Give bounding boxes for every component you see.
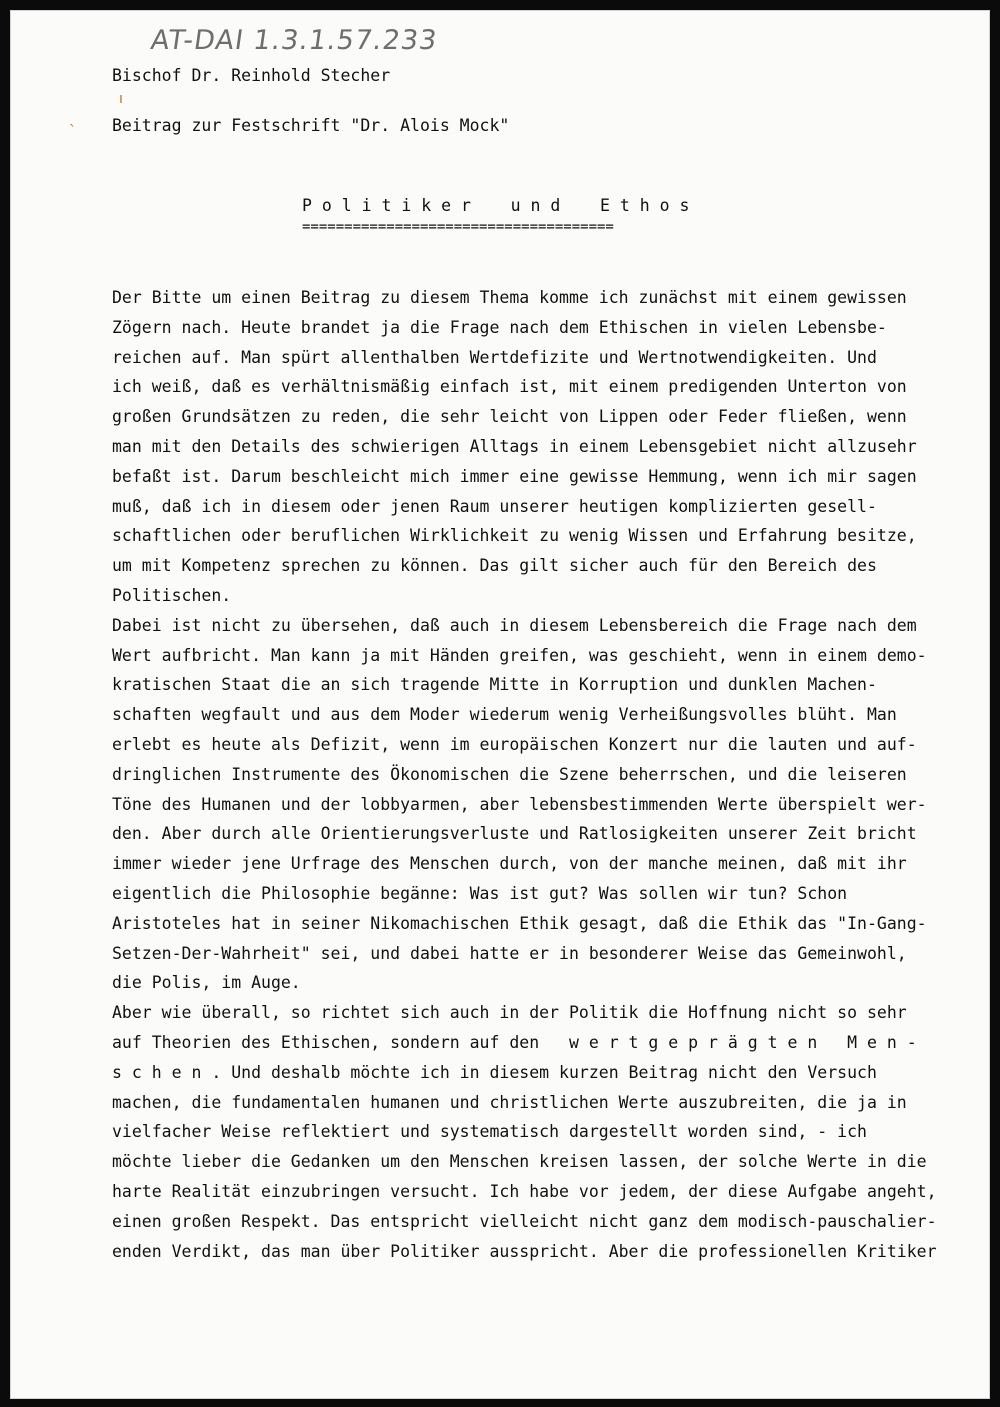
body-line: Zögern nach. Heute brandet ja die Frage nach dem Ethischen in vielen Lebensbe- — [112, 317, 887, 337]
title-underline: ===================================== — [302, 219, 614, 235]
body-line: die Polis, im Auge. — [112, 973, 301, 993]
body-line: Setzen-Der-Wahrheit" sei, und dabei hatte er in besonderer Weise das Gemeinwohl, — [112, 943, 907, 963]
body-line: Aber wie überall, so richtet sich auch in der Politik die Hoffnung nicht so sehr — [112, 1003, 907, 1023]
body-line: muß, daß ich in diesem oder jenen Raum unserer heutigen komplizierten gesell- — [112, 496, 877, 516]
body-line: Der Bitte um einen Beitrag zu diesem Thema komme ich zunächst mit einem gewissen — [112, 288, 907, 307]
body-line: erlebt es heute als Defizit, wenn im europäischen Konzert nur die lauten und auf- — [112, 734, 917, 754]
document-page — [10, 10, 990, 1399]
body-text — [112, 283, 937, 1266]
body-line: einen großen Respekt. Das entspricht vielleicht nicht ganz dem modisch-pauschalier- — [112, 1211, 937, 1231]
subtitle-line: Beitrag zur Festschrift "Dr. Alois Mock" — [112, 116, 510, 135]
body-line: Politischen. — [112, 585, 232, 605]
body-line: vielfacher Weise reflektiert und systematisch dargestellt worden sind, - ich — [112, 1122, 867, 1142]
body-line: man mit den Details des schwierigen Alltags in einem Lebensgebiet nicht allzusehr — [112, 436, 917, 456]
body-line: s c h e n . Und deshalb möchte ich in diesem kurzen Beitrag nicht den Versuch — [112, 1062, 877, 1082]
body-line: ich weiß, daß es verhältnismäßig einfach ist, mit einem predigenden Unterton von — [112, 377, 907, 397]
archive-signature: AT-DAI 1.3.1.57.233 — [148, 25, 440, 56]
body-line: dringlichen Instrumente des Ökonomischen die Szene beherrschen, und die leiseren — [112, 764, 907, 784]
body-line: eigentlich die Philosophie begänne: Was ist gut? Was sollen wir tun? Schon — [112, 883, 848, 903]
body-line: schaften wegfault und aus dem Moder wiederum wenig Verheißungsvolles blüht. Man — [112, 705, 897, 725]
body-line: um mit Kompetenz sprechen zu können. Das gilt sicher auch für den Bereich des — [112, 556, 877, 576]
body-line: machen, die fundamentalen humanen und christlichen Werte auszubreiten, die ja in — [112, 1092, 907, 1112]
ink-speck: ı — [119, 91, 123, 107]
body-line: befaßt ist. Darum beschleicht mich immer eine gewisse Hemmung, wenn ich mir sagen — [112, 466, 917, 486]
body-line: schaftlichen oder beruflichen Wirklichkeit zu wenig Wissen und Erfahrung besitze, — [112, 526, 917, 546]
body-line: großen Grundsätzen zu reden, die sehr leicht von Lippen oder Feder fließen, wenn — [112, 407, 907, 427]
body-line: den. Aber durch alle Orientierungsverluste und Ratlosigkeiten unserer Zeit bricht — [112, 824, 917, 844]
body-line: reichen auf. Man spürt allenthalben Wertdefizite und Wertnotwendigkeiten. Und — [112, 347, 877, 367]
body-line: Dabei ist nicht zu übersehen, daß auch in diesem Lebensbereich die Frage nach dem — [112, 615, 917, 635]
body-line: auf Theorien des Ethischen, sondern auf den w e r t g e p r ä g t e n M e n - — [112, 1032, 917, 1052]
body-line: Töne des Humanen und der lobbyarmen, aber lebensbestimmenden Werte überspielt wer- — [112, 794, 927, 814]
body-line: enden Verdikt, das man über Politiker ausspricht. Aber die professionellen Kritiker — [112, 1241, 937, 1261]
page-title: P o l i t i k e r u n d E t h o s — [302, 196, 690, 215]
body-line: möchte lieber die Gedanken um den Menschen kreisen lassen, der solche Werte in die — [112, 1152, 927, 1172]
body-line: harte Realität einzubringen versucht. Ich habe vor jedem, der diese Aufgabe angeht, — [112, 1181, 937, 1201]
body-line: immer wieder jene Urfrage des Menschen durch, von der manche meinen, daß mit ihr — [112, 854, 907, 874]
body-line: Wert aufbricht. Man kann ja mit Händen greifen, was geschieht, wenn in einem demo- — [112, 645, 927, 665]
body-line: kratischen Staat die an sich tragende Mitte in Korruption und dunklen Machen- — [112, 675, 877, 695]
author-line: Bischof Dr. Reinhold Stecher — [112, 66, 391, 85]
body-line: Aristoteles hat in seiner Nikomachischen Ethik gesagt, daß die Ethik das "In-Gang- — [112, 913, 927, 933]
ink-speck: ˎ — [69, 111, 76, 127]
